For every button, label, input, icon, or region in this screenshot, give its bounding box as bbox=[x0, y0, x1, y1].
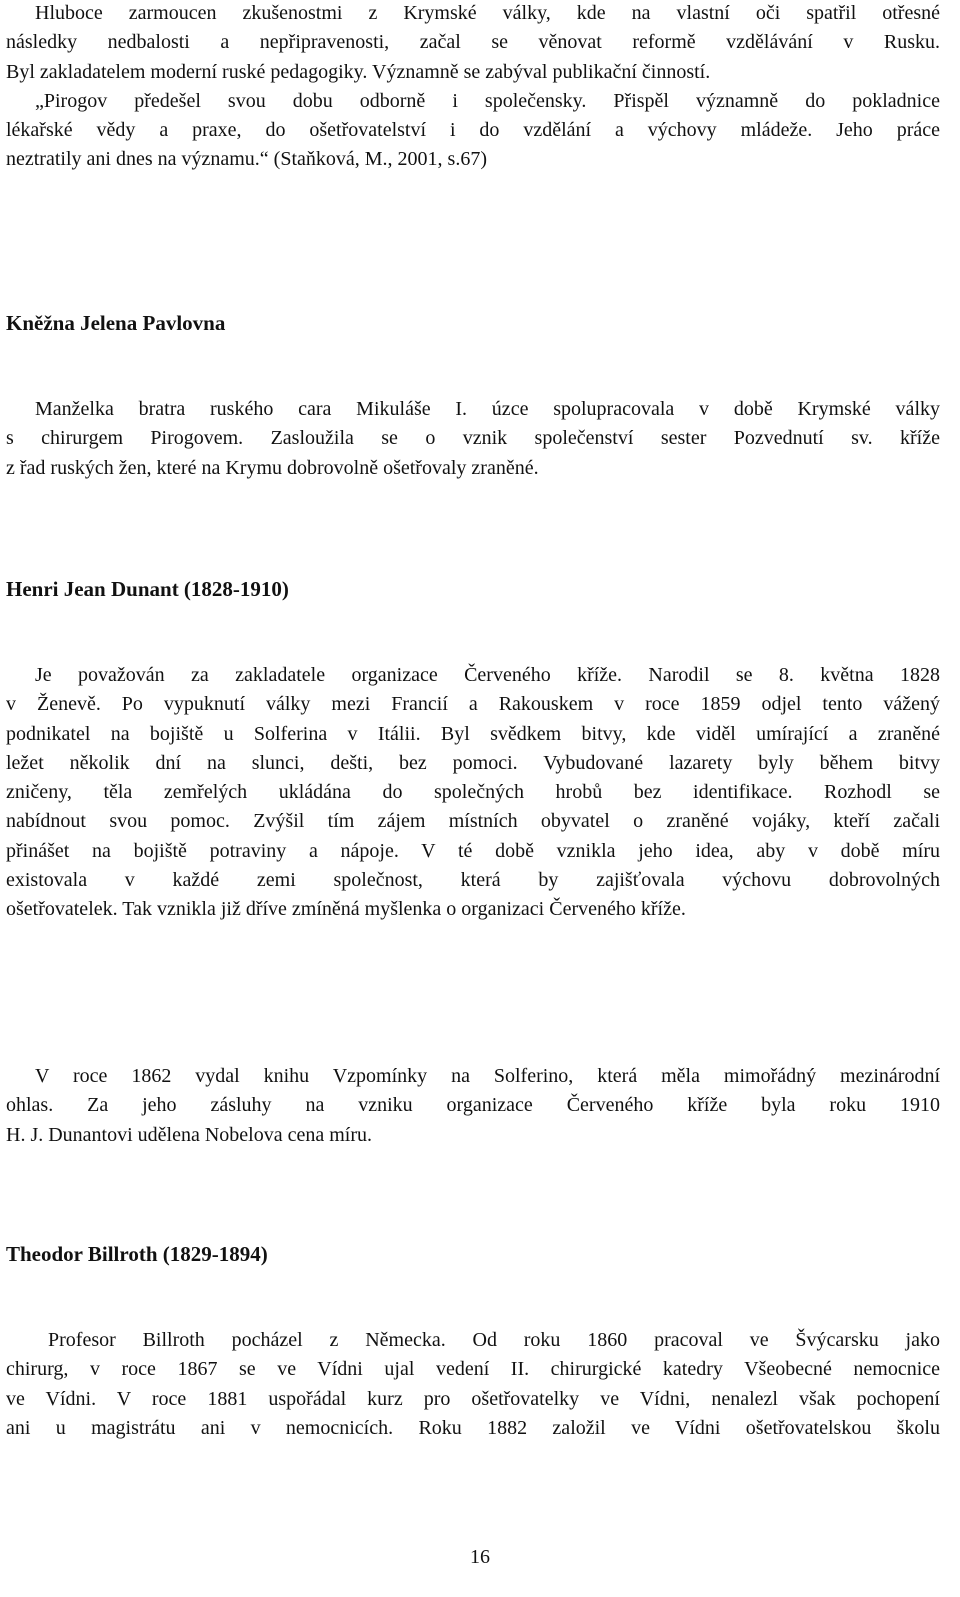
text-line: ležet několik dní na slunci, dešti, bez pomoci. Vybudované lazarety byly během bitvy bbox=[6, 751, 940, 774]
section-heading: Henri Jean Dunant (1828-1910) bbox=[6, 577, 289, 601]
text-line: z řad ruských žen, které na Krymu dobrovolně ošetřovaly zraněné. bbox=[6, 456, 539, 479]
text-line: lékařské vědy a praxe, do ošetřovatelství i do vzdělání a výchovy mládeže. Jeho práce bbox=[6, 119, 940, 142]
text-line: Manželka bratra ruského cara Mikuláše I. úzce spolupracovala v době Krymské války bbox=[35, 398, 940, 420]
text-line: ani u magistrátu ani v nemocnicích. Roku 1882 založil ve Vídni ošetřovatelskou školu bbox=[6, 1416, 940, 1439]
text-line: Hluboce zarmoucen zkušenostmi z Krymské války, kde na vlastní oči spatřil otřesné bbox=[35, 2, 940, 24]
text-line: následky nedbalosti a nepřipravenosti, začal se věnovat reformě vzdělávání v Rusku. bbox=[6, 31, 940, 54]
dunant-paragraph bbox=[6, 661, 940, 925]
text-line: zničeny, těla zemřelých ukládána do společných hrobů bez identifikace. Rozhodl se bbox=[6, 781, 940, 804]
pirogov-paragraph bbox=[6, 0, 940, 175]
text-line: neztratily ani dnes na významu.“ (Staňková, M., 2001, s.67) bbox=[6, 148, 487, 171]
text-line: V roce 1862 vydal knihu Vzpomínky na Solferino, která měla mimořádný mezinárodní bbox=[35, 1065, 940, 1087]
text-line: s chirurgem Pirogovem. Zasloužila se o vznik společenství sester Pozvednutí sv. kříže bbox=[6, 427, 940, 450]
text-line: „Pirogov předešel svou dobu odborně i společensky. Přispěl významně do pokladnice bbox=[35, 89, 940, 112]
jelena-paragraph bbox=[6, 395, 940, 483]
text-line: existovala v každé zemi společnost, která by zajišťovala výchovu dobrovolných bbox=[6, 869, 940, 892]
text-line: Profesor Billroth pocházel z Německa. Od roku 1860 pracoval ve Švýcarsku jako bbox=[48, 1329, 940, 1351]
text-line: ve Vídni. V roce 1881 uspořádal kurz pro ošetřovatelky ve Vídni, nenalezl však pochopení bbox=[6, 1387, 940, 1410]
dunant-paragraph-2 bbox=[6, 1062, 940, 1150]
text-line: ohlas. Za jeho zásluhy na vzniku organizace Červeného kříže byla roku 1910 bbox=[6, 1094, 940, 1117]
billroth-paragraph bbox=[6, 1326, 940, 1443]
section-heading: Kněžna Jelena Pavlovna bbox=[6, 311, 226, 335]
text-line: ošetřovatelek. Tak vznikla již dříve zmíněná myšlenka o organizaci Červeného kříže. bbox=[6, 898, 686, 921]
text-line: v Ženevě. Po vypuknutí války mezi Francií a Rakouskem v roce 1859 odjel tento vážený bbox=[6, 693, 940, 716]
text-line: podnikatel na bojiště u Solferina v Itálii. Byl svědkem bitvy, kde viděl umírající a zraněné bbox=[6, 722, 940, 745]
text-line: chirurg, v roce 1867 se ve Vídni ujal vedení II. chirurgické katedry Všeobecné nemocnice bbox=[6, 1358, 940, 1381]
text-line: H. J. Dunantovi udělena Nobelova cena míru. bbox=[6, 1123, 373, 1146]
text-line: nabídnout svou pomoc. Zvýšil tím zájem místních obyvatel o zraněné vojáky, kteří začali bbox=[6, 810, 940, 833]
text-line: Byl zakladatelem moderní ruské pedagogiky. Významně se zabýval publikační činností. bbox=[6, 60, 711, 83]
page-number: 16 bbox=[470, 1546, 490, 1568]
section-heading: Theodor Billroth (1829-1894) bbox=[6, 1242, 268, 1266]
text-line: Je považován za zakladatele organizace Červeného kříže. Narodil se 8. května 1828 bbox=[35, 664, 940, 686]
text-line: přinášet na bojiště potraviny a nápoje. V té době vznikla jeho idea, aby v době míru bbox=[6, 839, 940, 862]
